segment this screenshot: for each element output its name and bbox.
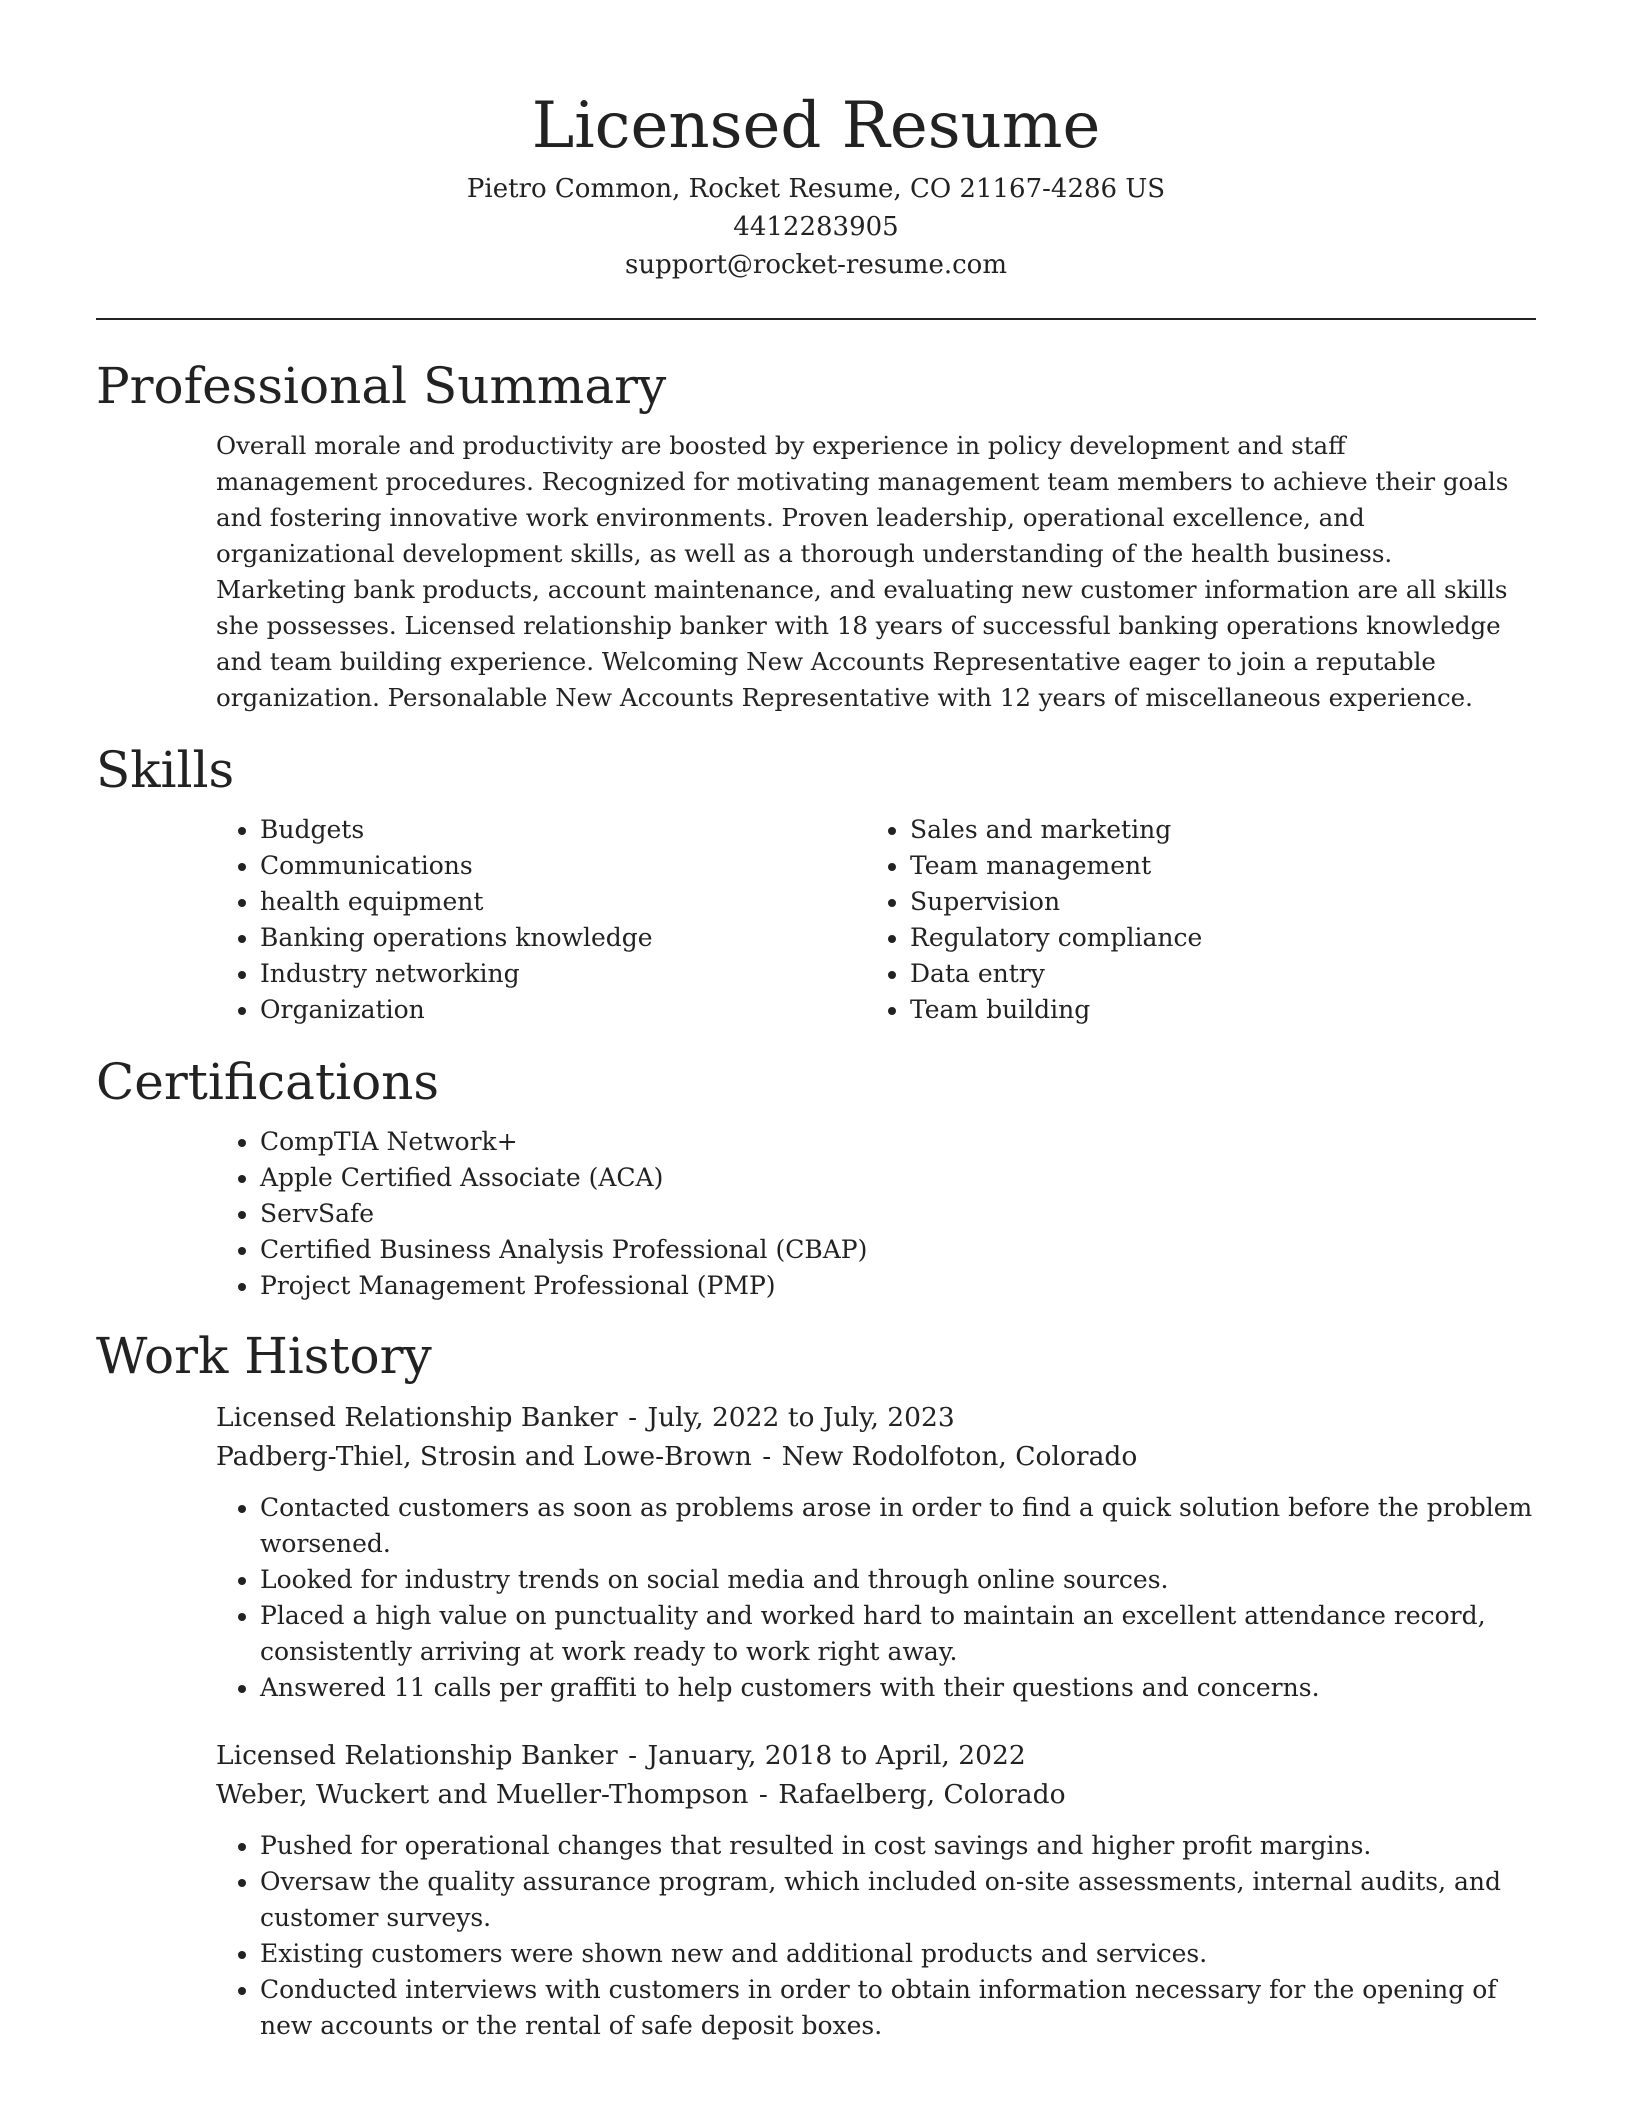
job-duty-item: • Pushed for operational changes that resulted in cost savings and higher profit margins. xyxy=(260,1828,1536,1864)
job-entry xyxy=(96,1736,1536,2044)
job-duty-item: • Oversaw the quality assurance program, which included on-site assessments, internal audits, and customer surveys. xyxy=(260,1864,1536,1936)
work-history-heading: Work History xyxy=(96,1327,432,1385)
contact-phone: 4412283905 xyxy=(733,212,899,242)
resume-header xyxy=(96,0,1536,284)
job-company-line: Padberg-Thiel, Strosin and Lowe-Brown - New Rodolfoton, Colorado xyxy=(216,1441,1138,1472)
certification-item: • Certified Business Analysis Professional (CBAP) xyxy=(260,1232,1536,1268)
header-divider xyxy=(96,318,1536,320)
contact-email: support@rocket-resume.com xyxy=(624,250,1007,280)
skill-item: • Team management xyxy=(910,848,1516,884)
certification-item: • Project Management Professional (PMP) xyxy=(260,1268,1536,1304)
skills-column-left xyxy=(216,812,866,1028)
job-title-line: Licensed Relationship Banker - January, 2018 to April, 2022 xyxy=(216,1740,1026,1771)
skills-grid xyxy=(96,812,1536,1028)
job-company: Weber, Wuckert and Mueller-Thompson xyxy=(216,1779,749,1810)
job-duty-item: • Placed a high value on punctuality and worked hard to maintain an excellent attendance record, consistently arriving at work ready to work right away. xyxy=(260,1598,1536,1670)
skill-item: • Organization xyxy=(260,992,866,1028)
job-title-line: Licensed Relationship Banker - July, 2022 to July, 2023 xyxy=(216,1402,955,1433)
skill-item: • Data entry xyxy=(910,956,1516,992)
job-duty-item: • Existing customers were shown new and additional products and services. xyxy=(260,1936,1536,1972)
job-duty-item: • Contacted customers as soon as problems arose in order to find a quick solution before the problem worsened. xyxy=(260,1490,1536,1562)
resume-page xyxy=(96,0,1536,2044)
job-company-line: Weber, Wuckert and Mueller-Thompson - Rafaelberg, Colorado xyxy=(216,1779,1066,1810)
skill-item: • Banking operations knowledge xyxy=(260,920,866,956)
resume-title: Licensed Resume xyxy=(531,89,1101,163)
skill-item: • Regulatory compliance xyxy=(910,920,1516,956)
skills-column-right xyxy=(866,812,1516,1028)
skill-item: • Communications xyxy=(260,848,866,884)
contact-address: Pietro Common, Rocket Resume, CO 21167-4286 US xyxy=(466,174,1166,204)
skills-heading: Skills xyxy=(96,741,235,799)
job-role: Licensed Relationship Banker xyxy=(216,1740,618,1771)
job-duty-item: • Conducted interviews with customers in order to obtain information necessary for the opening of new accounts or the rental of safe deposit boxes. xyxy=(260,1972,1536,2044)
job-duty-item: • Answered 11 calls per graffiti to help customers with their questions and concerns. xyxy=(260,1670,1536,1706)
certification-item: • ServSafe xyxy=(260,1196,1536,1232)
certifications-heading: Certifications xyxy=(96,1053,440,1111)
summary-heading: Professional Summary xyxy=(96,357,667,415)
skill-item: • Team building xyxy=(910,992,1516,1028)
summary-text: Overall morale and productivity are boosted by experience in policy development and staff management procedures. Recognized for motivating management team members to achieve their goals and fostering innovative work environments. Proven leadership, operational excellence, and organizational development skills, as well as a thorough understanding of the health business. Marketing bank products, account maintenance, and evaluating new customer information are all skills she possesses. Licensed relationship banker with 18 years of successful banking operations knowledge and team building experience. Welcoming New Accounts Representative eager to join a reputable organization. Personalable New Accounts Representative with 12 years of miscellaneous experience. xyxy=(216,431,1509,712)
job-duties xyxy=(216,1490,1536,1706)
skill-item: • Supervision xyxy=(910,884,1516,920)
certification-item: • Apple Certified Associate (ACA) xyxy=(260,1160,1536,1196)
job-duties xyxy=(216,1828,1536,2044)
skill-item: • Budgets xyxy=(260,812,866,848)
job-dates: July, 2022 to July, 2023 xyxy=(647,1402,955,1433)
job-entry xyxy=(96,1398,1536,1706)
skills-section xyxy=(96,738,1536,1028)
skill-item: • health equipment xyxy=(260,884,866,920)
job-location: New Rodolfoton, Colorado xyxy=(781,1441,1138,1472)
job-location: Rafaelberg, Colorado xyxy=(778,1779,1066,1810)
job-role: Licensed Relationship Banker xyxy=(216,1402,618,1433)
job-dates: January, 2018 to April, 2022 xyxy=(647,1740,1026,1771)
job-duty-item: • Looked for industry trends on social media and through online sources. xyxy=(260,1562,1536,1598)
summary-section xyxy=(96,354,1536,716)
certifications-section xyxy=(96,1050,1536,1304)
work-history-section xyxy=(96,1324,1536,2044)
certifications-list xyxy=(96,1124,1536,1304)
skill-item: • Sales and marketing xyxy=(910,812,1516,848)
certification-item: • CompTIA Network+ xyxy=(260,1124,1536,1160)
skill-item: • Industry networking xyxy=(260,956,866,992)
job-company: Padberg-Thiel, Strosin and Lowe-Brown xyxy=(216,1441,752,1472)
